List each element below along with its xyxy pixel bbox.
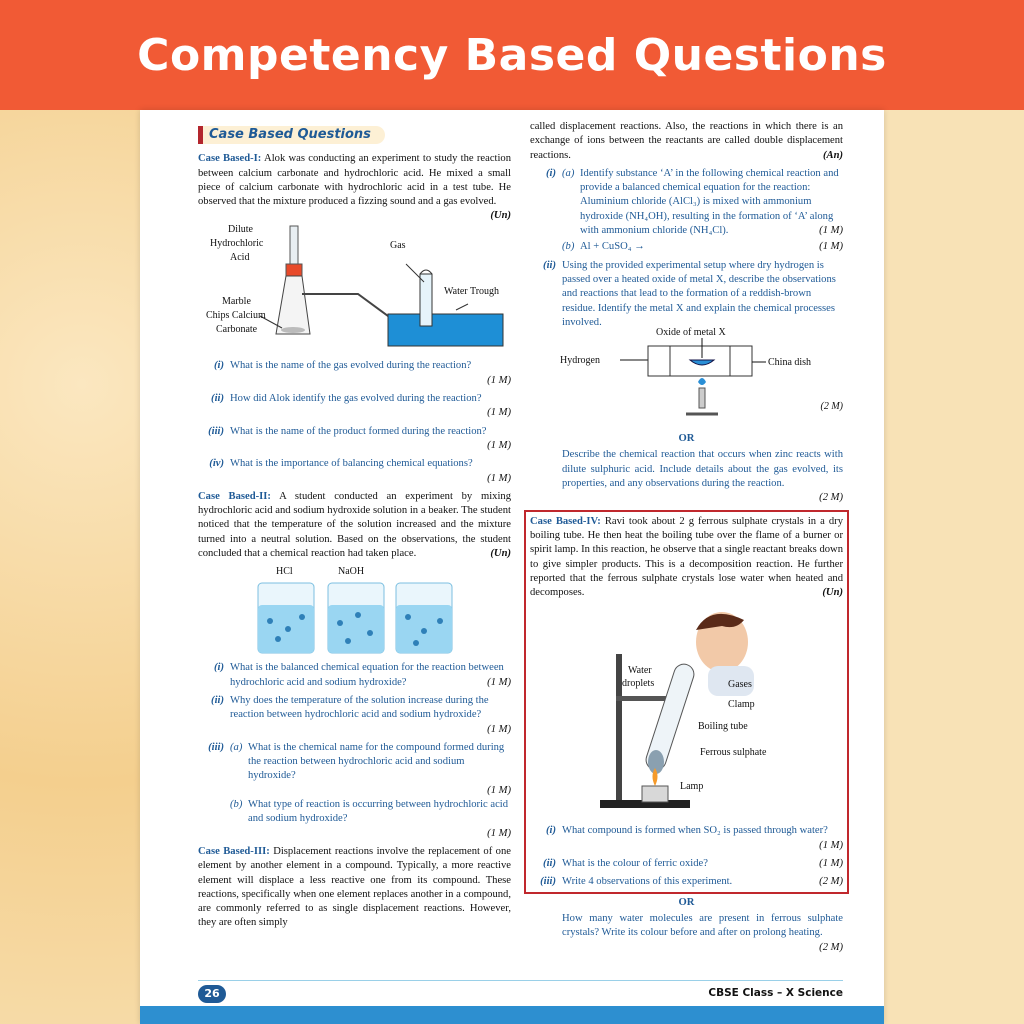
q-text bbox=[230, 661, 511, 690]
or-divider-2: OR bbox=[678, 896, 695, 908]
case4-text bbox=[530, 515, 843, 601]
q-marks: (1 M) bbox=[819, 839, 843, 851]
fig-label-tube: Boiling tube bbox=[698, 721, 748, 733]
alt2-marks: (2 M) bbox=[819, 941, 843, 953]
fig-label-trough: Water Trough bbox=[444, 286, 500, 298]
fig-label-water: Water bbox=[628, 665, 652, 677]
part-detail-text: Aluminium chloride (AlCl₃) is mixed with ammonium hydroxide (NH₄OH), resulting in the formation of ‘A’ along with ammonium chloride (NH₄Cl). bbox=[580, 196, 834, 237]
q-text-body: What is the balanced chemical equation for the reaction between hydrochloric acid and sodium hydroxide? bbox=[230, 662, 504, 688]
part-a-detail bbox=[562, 195, 843, 238]
case1-questions bbox=[198, 359, 511, 485]
q-marks: (1 M) bbox=[487, 472, 511, 484]
case4-q3 bbox=[530, 875, 843, 889]
q-text: What compound is formed when SO₂ is passed through water? bbox=[562, 825, 828, 837]
case1-q3 bbox=[198, 425, 511, 439]
q-marks: (2 M) bbox=[819, 876, 843, 888]
page-footer bbox=[198, 980, 843, 1005]
hydrogen-apparatus-figure bbox=[530, 327, 843, 430]
fig-label-dish: China dish bbox=[768, 357, 812, 369]
beakers-figure bbox=[198, 565, 511, 657]
case2-tag: (Un) bbox=[490, 548, 511, 560]
q-marks: (2 M) bbox=[820, 401, 843, 413]
fig-label-naoh-beaker: NaOH bbox=[338, 566, 365, 578]
part-b bbox=[562, 240, 843, 254]
q-marks: (1 M) bbox=[487, 676, 511, 688]
case2-text bbox=[198, 490, 511, 561]
banner-title: Competency Based Questions bbox=[137, 29, 887, 81]
right-column bbox=[530, 120, 843, 955]
q-text: What is the colour of ferric oxide? bbox=[562, 858, 708, 870]
case2-q2 bbox=[198, 694, 511, 723]
case1-q2 bbox=[198, 392, 511, 406]
fig-label-hcl-beaker: HCl bbox=[276, 566, 293, 578]
case4-tag: (Un) bbox=[822, 587, 843, 599]
case4-body: Ravi took about 2 g ferrous sulphate crystals in a dry boiling tube. He then heat the boiling tube over the flame of a burner or spirit lamp. In this reaction, he observe that a single reactant breaks down to give simpler products. This is a decomposition reaction. He further reported that the ferrous sulphate crystals lose water when heated and decomposes. bbox=[530, 515, 844, 599]
q-num: (i) bbox=[546, 825, 556, 837]
beaker-3 bbox=[396, 583, 452, 653]
q-num: (ii) bbox=[543, 259, 556, 271]
part-a bbox=[230, 741, 511, 784]
fig-label-oxide: Oxide of metal X bbox=[656, 327, 726, 339]
case1-label: Case Based-I: bbox=[198, 153, 262, 165]
footer-strip bbox=[140, 1006, 884, 1024]
fig-label-carbonate: Carbonate bbox=[216, 324, 258, 336]
q-text: What is the name of the gas evolved during the reaction? bbox=[230, 360, 472, 372]
part-num: (a) bbox=[230, 741, 243, 753]
case3-q2 bbox=[530, 259, 843, 330]
part-num: (b) bbox=[562, 241, 575, 253]
case3-text bbox=[198, 845, 511, 931]
fig-label-dilute: Dilute bbox=[228, 224, 253, 236]
fig-label-gases: Gases bbox=[728, 679, 752, 691]
case1-body: Alok was conducting an experiment to study the reaction between calcium carbonate and hydrochloric acid. He mixed a small piece of calcium carbonate with hydrochloric acid in a test tube. He observed that the mixture produced a fizzing sound and a gas evolved. bbox=[198, 153, 511, 208]
fig-label-chips: Chips Calcium bbox=[206, 310, 266, 322]
q-num: (i) bbox=[546, 167, 556, 179]
q-marks: (1 M) bbox=[487, 723, 511, 735]
fig-label-clamp: Clamp bbox=[728, 699, 755, 711]
hydrogen-apparatus-drawing bbox=[530, 330, 843, 430]
fig-label-acid: Acid bbox=[230, 252, 250, 264]
fig-label-droplets: droplets bbox=[622, 678, 655, 690]
section-heading: Case Based Questions bbox=[198, 126, 385, 144]
q-num: (ii) bbox=[211, 694, 224, 706]
case3-q1 bbox=[530, 167, 843, 255]
beaker-1 bbox=[258, 583, 314, 653]
case4-label: Case Based-IV: bbox=[530, 515, 601, 527]
q-num: (iv) bbox=[209, 458, 224, 470]
q-text: Write 4 observations of this experiment. bbox=[562, 876, 733, 888]
or-divider-1: OR bbox=[678, 433, 695, 445]
beaker-2 bbox=[328, 583, 384, 653]
fig-label-lamp: Lamp bbox=[680, 781, 704, 793]
part-marks: (1 M) bbox=[819, 241, 843, 253]
q-marks: (1 M) bbox=[487, 439, 511, 451]
case3-continued bbox=[530, 120, 843, 163]
page-number: 26 bbox=[198, 985, 226, 1003]
part-num: (b) bbox=[230, 799, 243, 811]
q-num: (ii) bbox=[543, 858, 556, 870]
part-b bbox=[230, 798, 511, 827]
case2-q1 bbox=[198, 661, 511, 690]
book-title: CBSE Class – X Science bbox=[708, 987, 843, 999]
fig-label-hydrogen: Hydrogen bbox=[560, 355, 600, 367]
case1-q4 bbox=[198, 457, 511, 471]
q-text: What is the importance of balancing chemical equations? bbox=[230, 458, 473, 470]
q-num: (iii) bbox=[208, 425, 224, 437]
fig-label-marble: Marble bbox=[222, 296, 251, 308]
fig-label-hcl: Hydrochloric bbox=[210, 238, 264, 250]
case3-label: Case Based-III: bbox=[198, 845, 270, 857]
q-text: Using the provided experimental setup where dry hydrogen is passed over a heated oxide of metal X, describe the observations and reactions that lead to the formation of a reddish-brown residue. Identify the metal X and explain the chemical processes involved. bbox=[562, 259, 836, 328]
ferrous-sulphate-figure bbox=[530, 600, 843, 820]
case3-body: Displacement reactions involve the replacement of one element by another element in a compound. Typically, a more reactive element will displace a less reactive one from its compound. These reactions, specifically when one element replaces another in a compound, are commonly referred to as single displacement reactions. However, they are often simply bbox=[198, 845, 511, 929]
q-num: (ii) bbox=[211, 393, 224, 405]
case2-label: Case Based-II: bbox=[198, 490, 271, 502]
left-column bbox=[198, 120, 511, 931]
q-marks: (1 M) bbox=[487, 407, 511, 419]
q-num: (iii) bbox=[540, 876, 556, 888]
q-parts bbox=[230, 741, 511, 841]
q-num: (i) bbox=[214, 360, 224, 372]
alt-question: Describe the chemical reaction that occurs when zinc reacts with dilute sulphuric acid. Include details about the gas evolved, its properties, and any observations during the reaction. bbox=[562, 449, 843, 490]
part-marks: (1 M) bbox=[819, 225, 843, 237]
case3-tag: (An) bbox=[822, 149, 843, 161]
gas-apparatus-figure bbox=[198, 215, 511, 355]
fig-label-gas: Gas bbox=[390, 240, 406, 252]
case4-q2 bbox=[530, 857, 843, 871]
alt-marks: (2 M) bbox=[819, 492, 843, 504]
part-a bbox=[562, 167, 843, 196]
fig-label-fes: Ferrous sulphate bbox=[700, 747, 767, 759]
q-text: How did Alok identify the gas evolved during the reaction? bbox=[230, 393, 482, 405]
part-num: (a) bbox=[562, 167, 575, 179]
case4-q1 bbox=[530, 824, 843, 838]
q-text: What is the name of the product formed during the reaction? bbox=[230, 425, 487, 437]
part-text: Identify substance ‘A’ in the following chemical reaction and provide a balanced chemical equation for the reaction: bbox=[580, 167, 839, 194]
q-num: (iii) bbox=[208, 741, 224, 753]
part-text: What type of reaction is occurring between hydrochloric acid and sodium hydroxide? bbox=[248, 799, 509, 825]
case1-tag: (Un) bbox=[490, 210, 511, 222]
part-marks: (1 M) bbox=[487, 827, 511, 839]
case2-q3 bbox=[198, 741, 511, 841]
q-parts bbox=[562, 167, 843, 255]
q-num: (i) bbox=[214, 662, 224, 674]
case2-body: A student conducted an experiment by mixing hydrochloric acid and sodium hydroxide solution in a beaker. The student noticed that the temperature of the solution increased and the mixture turned into a neutral solution. Based on the observations, the student concluded that a chemical reaction had taken place. bbox=[198, 490, 511, 560]
case3-cont-body: called displacement reactions. Also, the reactions in which there is an exchange of ions between the reactants are called double displacement reactions. bbox=[530, 121, 843, 161]
part-marks: (1 M) bbox=[487, 784, 511, 796]
book-page bbox=[140, 110, 884, 1024]
q-text: Why does the temperature of the solution increase during the reaction between hydrochloric acid and sodium hydroxide? bbox=[230, 694, 489, 721]
q-marks: (1 M) bbox=[819, 858, 843, 870]
title-banner bbox=[0, 0, 1024, 110]
part-text: Al + CuSO₄ → bbox=[580, 241, 645, 253]
part-text: What is the chemical name for the compound formed during the reaction between hydrochloric acid and sodium hydroxide? bbox=[248, 741, 505, 782]
q-marks: (1 M) bbox=[487, 374, 511, 386]
case4-box bbox=[524, 510, 849, 894]
case1-text bbox=[198, 152, 511, 222]
alt2-question: How many water molecules are present in ferrous sulphate crystals? Write its colour before and after on prolong heating. bbox=[562, 912, 843, 939]
